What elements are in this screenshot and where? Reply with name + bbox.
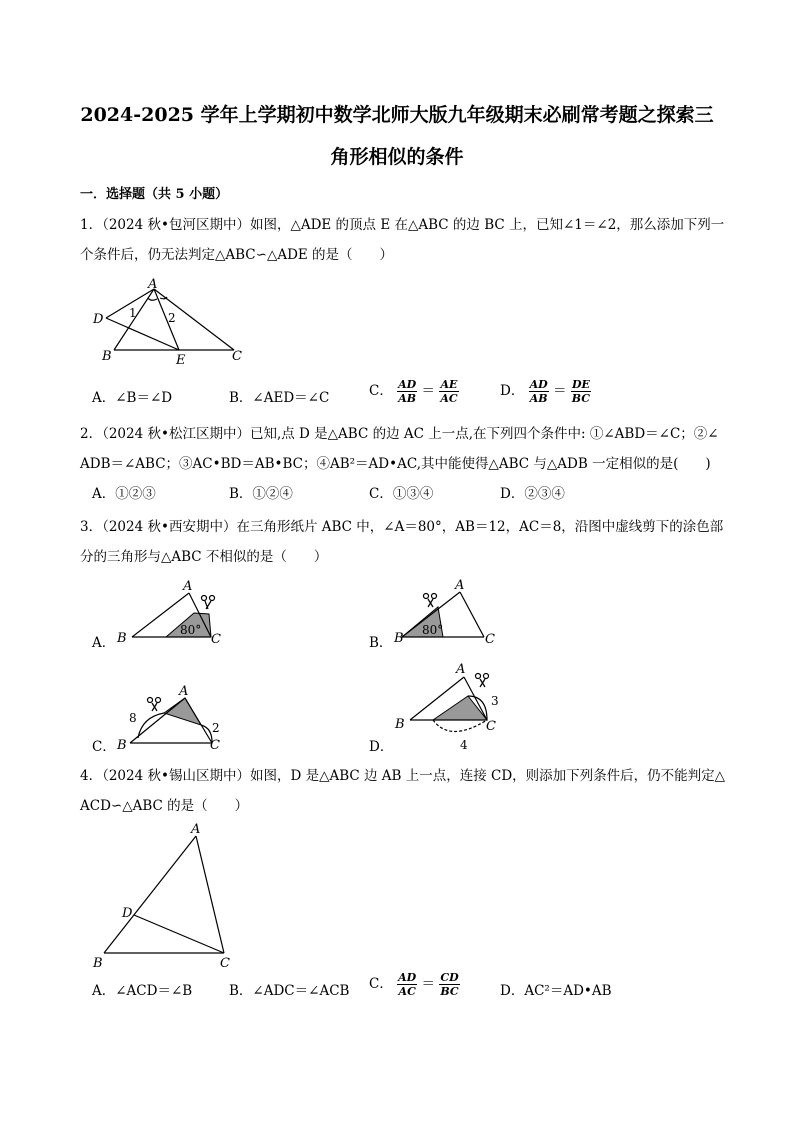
q1-option-c-fraction-right: $\frac{AE}{AC}$ xyxy=(440,378,458,405)
q1-option-b[interactable]: B．∠AED＝∠C xyxy=(229,390,330,406)
q3-option-a[interactable]: A． xyxy=(92,635,116,651)
q2-option-c[interactable]: C．①③④ xyxy=(369,486,434,502)
q1-figure xyxy=(88,278,258,370)
q3c-label-8: 8 xyxy=(129,711,137,725)
q3-option-b[interactable]: B． xyxy=(369,635,393,651)
q4-label-C: C xyxy=(220,956,230,971)
q1-label-C: C xyxy=(232,349,242,364)
q3c-label-B: B xyxy=(117,738,127,753)
document-title-line1: 2024-2025 学年上学期初中数学北师大版九年级期末必刷常考题之探索三 xyxy=(80,104,714,126)
q2-option-a[interactable]: A．①②③ xyxy=(92,486,156,502)
q4-label-A: A xyxy=(191,822,201,837)
q4-figure xyxy=(88,820,248,972)
q4-option-d[interactable]: D．AC²＝AD•AB xyxy=(500,983,612,999)
q1-option-c[interactable]: C． $\frac{AD}{AB}$ ＝ $\frac{AE}{AC}$ xyxy=(369,378,458,405)
q4-stem-line2: ACD∽△ABC 的是（ ） xyxy=(80,798,249,814)
q4-option-b[interactable]: B．∠ADC＝∠ACB xyxy=(229,983,350,999)
q3b-angle-label: 80° xyxy=(422,623,444,637)
q3c-label-C: C xyxy=(210,738,220,753)
q3a-label-A: A xyxy=(183,579,193,594)
q3-figure-c xyxy=(112,680,232,755)
q3-stem-line2: 分的三角形与△ABC 不相似的是（ ） xyxy=(80,549,328,565)
q3-figure-a xyxy=(112,578,232,648)
q4-option-a[interactable]: A．∠ACD＝∠B xyxy=(92,983,193,999)
q3b-label-C: C xyxy=(485,632,495,647)
q4-option-c-fraction-right: $\frac{CD}{BC}$ xyxy=(440,971,459,998)
q3a-angle-label: 80° xyxy=(180,623,202,637)
section-heading: 一．选择题（共 5 小题） xyxy=(80,187,229,202)
q3b-label-A: A xyxy=(455,578,465,593)
q3d-label-4: 4 xyxy=(460,738,468,752)
q4-option-c-prefix: C． xyxy=(369,976,393,992)
q1-option-d-fraction-right: $\frac{DE}{BC}$ xyxy=(571,378,591,405)
q3c-label-2: 2 xyxy=(212,721,220,735)
q1-label-angle2: 2 xyxy=(168,311,176,325)
q3d-label-C: C xyxy=(486,719,496,734)
q1-option-d-fraction-left: $\frac{AD}{AB}$ xyxy=(529,378,548,405)
q4-option-c[interactable]: C． $\frac{AD}{AC}$ ＝ $\frac{CD}{BC}$ xyxy=(369,971,459,998)
q1-option-c-prefix: C． xyxy=(369,383,393,399)
q3-figure-d xyxy=(390,658,520,753)
q3-option-c[interactable]: C． xyxy=(92,739,116,755)
q3-option-d[interactable]: D． xyxy=(369,739,394,755)
q1-label-D: D xyxy=(93,312,104,327)
q3d-label-B: B xyxy=(395,717,405,732)
q4-label-B: B xyxy=(93,956,103,971)
q1-label-angle1: 1 xyxy=(129,306,137,320)
q4-label-D: D xyxy=(122,906,133,921)
q1-option-d-prefix: D． xyxy=(500,383,525,399)
q4-stem-line1: 4．（2024 秋•锡山区期中）如图，D 是△ABC 边 AB 上一点，连接 CD，则添加下列条件后，仍不能判定△ xyxy=(80,768,726,784)
q3-figure-b xyxy=(390,578,510,648)
q1-stem-line1: 1．（2024 秋•包河区期中）如图，△ADE 的顶点 E 在△ABC 的边 BC 上，已知∠1＝∠2，那么添加下列一 xyxy=(80,217,725,233)
q3d-label-A: A xyxy=(456,662,466,677)
q1-option-a[interactable]: A．∠B＝∠D xyxy=(92,390,173,406)
document-title-line2: 角形相似的条件 xyxy=(330,146,464,168)
q1-label-A: A xyxy=(148,278,158,292)
q3-stem-line1: 3．（2024 秋•西安期中）在三角形纸片 ABC 中，∠A＝80°，AB＝12，AC＝8，沿图中虚线剪下的涂色部 xyxy=(80,519,724,535)
q4-option-c-fraction-left: $\frac{AD}{AC}$ xyxy=(398,971,417,998)
q1-option-d[interactable]: D． $\frac{AD}{AB}$ ＝ $\frac{DE}{BC}$ xyxy=(500,378,591,405)
q3a-label-B: B xyxy=(117,631,127,646)
q1-label-B: B xyxy=(102,349,112,364)
q1-stem-line2: 个条件后，仍无法判定△ABC∽△ADE 的是（ ） xyxy=(80,247,394,263)
q2-stem-line2: ADB＝∠ABC；③AC•BD＝AB•BC；④AB²＝AD•AC,其中能使得△ABC 与△ADB 一定相似的是( ) xyxy=(80,456,711,472)
q2-stem-line1: 2．（2024 秋•松江区期中）已知,点 D 是△ABC 的边 AC 上一点,在下列四个条件中: ①∠ABD＝∠C；②∠ xyxy=(80,426,719,442)
q2-option-d[interactable]: D．②③④ xyxy=(500,486,565,502)
q2-option-b[interactable]: B．①②④ xyxy=(229,486,293,502)
q3c-label-A: A xyxy=(179,684,189,699)
q3b-label-B: B xyxy=(394,631,404,646)
q1-label-E: E xyxy=(176,353,186,368)
q3d-label-3: 3 xyxy=(491,694,499,708)
q1-option-c-fraction-left: $\frac{AD}{AB}$ xyxy=(398,378,417,405)
q3a-label-C: C xyxy=(211,632,221,647)
